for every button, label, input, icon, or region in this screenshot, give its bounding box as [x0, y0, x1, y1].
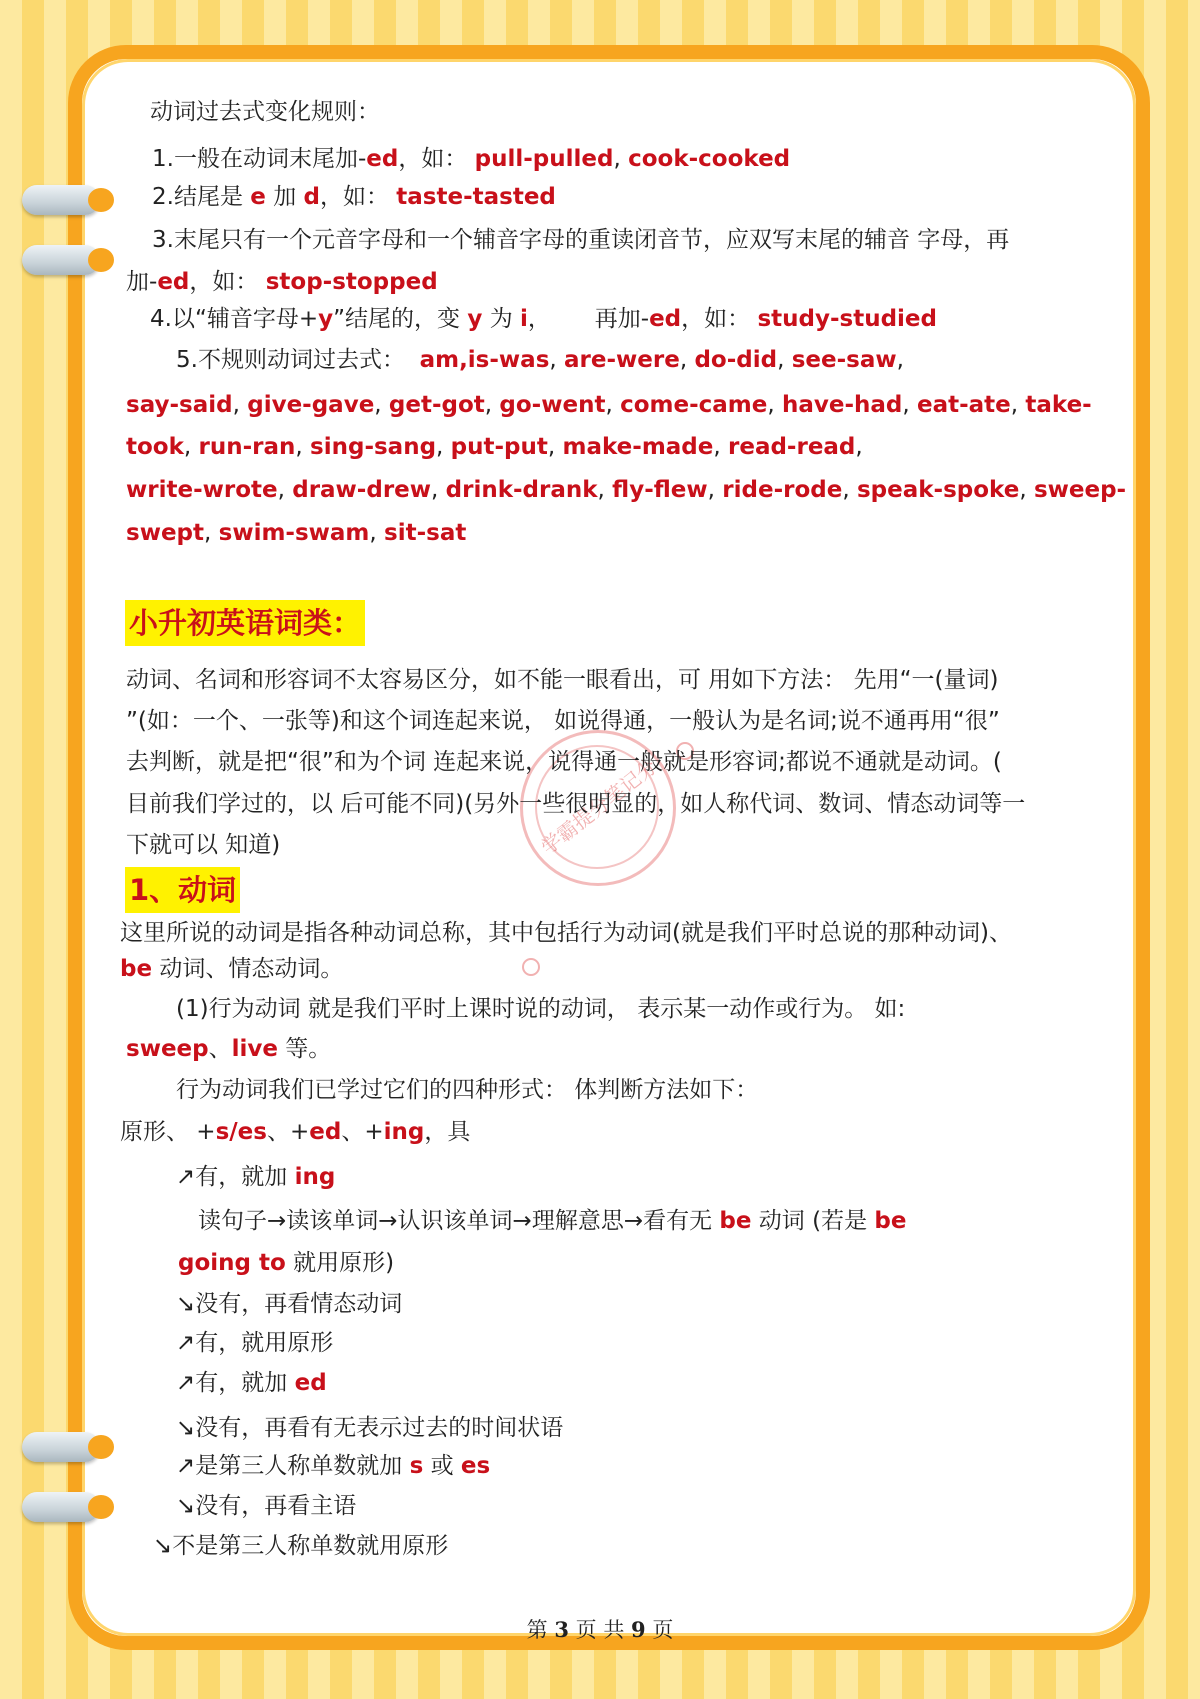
- verb-form-text: 、+: [266, 1119, 310, 1145]
- irregular-verb: ride-rode: [722, 477, 843, 503]
- footer-text: 页 共: [575, 1618, 625, 1642]
- irregular-verb: go-went: [499, 392, 606, 418]
- flow-text: 动词 (若是: [758, 1208, 868, 1234]
- irregular-verb: put-put: [450, 434, 548, 460]
- rule-3-line-2: [126, 267, 438, 297]
- irregular-verb: took: [126, 434, 184, 460]
- watermark-dot-icon: [522, 958, 540, 976]
- separator: ,: [613, 146, 621, 172]
- irregular-verb: do-did: [694, 347, 778, 373]
- section-title: 小升初英语词类：: [125, 600, 365, 646]
- rule-4: [150, 304, 937, 334]
- example-word: taste-tasted: [396, 184, 556, 210]
- flow-text: ↗有，就加: [176, 1164, 288, 1190]
- flow-text: ↗有，就加: [176, 1370, 288, 1396]
- example-word: sweep: [126, 1036, 209, 1062]
- flow-step-4: ↘没有，再看情态动词: [176, 1291, 403, 1317]
- verb-desc-6: [120, 1117, 470, 1147]
- intro-line-1: 动词、名词和形容词不太容易区分，如不能一眼看出，可 用如下方法： 先用“一(量词): [126, 667, 999, 693]
- binder-ring-icon: [22, 1492, 100, 1522]
- rule-5-line-1: 5.不规则动词过去式： am,is-was, are-were, do-did, see-saw,: [176, 347, 904, 373]
- suffix-ed: ed: [157, 269, 190, 295]
- flow-suffix: es: [460, 1453, 491, 1479]
- binder-ring-icon: [22, 185, 100, 215]
- flow-step-9: ↘没有，再看主语: [176, 1493, 357, 1519]
- flow-suffix: ing: [294, 1164, 336, 1190]
- irregular-verb: swept: [126, 520, 204, 546]
- flow-step-7: ↘没有，再看有无表示过去的时间状语: [176, 1415, 564, 1441]
- irregular-verb: read-read: [728, 434, 856, 460]
- binder-ring-icon: [22, 1432, 100, 1462]
- going-to-phrase: going to: [178, 1250, 286, 1276]
- rule-1-text: 1.一般在动词末尾加-: [152, 146, 367, 172]
- rule-4-text: ，如：: [681, 306, 751, 332]
- verb-form-suffix: ed: [309, 1119, 342, 1145]
- flow-text: 或: [430, 1453, 454, 1479]
- irregular-verb: run-ran: [198, 434, 296, 460]
- page-footer: [0, 1614, 1200, 1644]
- intro-line-5: 下就可以 知道): [126, 832, 281, 858]
- rule-4-text: 再加-: [594, 306, 650, 332]
- flow-suffix: s: [409, 1453, 424, 1479]
- rule-1: [152, 144, 790, 174]
- irregular-verb: are-were: [564, 347, 680, 373]
- irregular-verb: say-said: [126, 392, 233, 418]
- flow-step-10: ↘不是第三人称单数就用原形: [153, 1533, 449, 1559]
- rule-2-mid2: ，如：: [319, 184, 389, 210]
- rule-3-line-1: 3.末尾只有一个元音字母和一个辅音字母的重读闭音节，应双写末尾的辅音 字母，再: [152, 227, 1010, 253]
- rule-4-text: ，: [527, 306, 551, 332]
- irregular-verb: give-gave: [247, 392, 375, 418]
- suffix-ed: ed: [366, 146, 399, 172]
- irregular-verb: write-wrote: [126, 477, 278, 503]
- letter-e: e: [250, 184, 266, 210]
- verb-desc-2: [120, 954, 343, 984]
- flow-text: 读句子→读该单词→认识该单词→理解意思→看有无: [198, 1208, 713, 1234]
- irregular-verb: fly-flew: [612, 477, 708, 503]
- irregular-verb: speak-spoke: [856, 477, 1020, 503]
- example-word: live: [231, 1036, 278, 1062]
- flow-text: ↗是第三人称单数就加: [176, 1453, 403, 1479]
- footer-text: 页: [652, 1618, 674, 1642]
- suffix-ed: ed: [649, 306, 682, 332]
- verb-desc-4-text: 等。: [285, 1036, 332, 1062]
- rule-4-text: 4.以“辅音字母+: [150, 306, 319, 332]
- rules-title: 动词过去式变化规则：: [150, 99, 380, 125]
- flow-step-1: [176, 1162, 335, 1192]
- letter-y: y: [318, 306, 334, 332]
- rule-2-mid: 加: [273, 184, 297, 210]
- verb-desc-5: 行为动词我们已学过它们的四种形式： 体判断方法如下：: [176, 1077, 759, 1103]
- rule-4-text: 为: [489, 306, 513, 332]
- separator: 、: [208, 1036, 232, 1062]
- irregular-verb: swim-swam: [218, 520, 370, 546]
- page-number: 3: [554, 1617, 569, 1642]
- verb-form-suffix: s/es: [215, 1119, 267, 1145]
- verb-form-text: ，具: [424, 1119, 471, 1145]
- verb-section-title: 1、动词: [125, 867, 240, 913]
- verb-desc-1: 这里所说的动词是指各种动词总称，其中包括行为动词(就是我们平时总说的那种动词)、: [120, 920, 1012, 946]
- rule-5-line-2: say-said, give-gave, get-got, go-went, come-came, have-had, eat-ate, take-: [126, 392, 1092, 418]
- watermark-text: 学霸提分笔记分: [536, 754, 662, 860]
- irregular-verb: sit-sat: [384, 520, 467, 546]
- irregular-verb: drink-drank: [445, 477, 598, 503]
- example-word: pull-pulled: [474, 146, 614, 172]
- flow-step-5: ↗有，就用原形: [176, 1330, 334, 1356]
- irregular-verb: sweep-: [1033, 477, 1127, 503]
- flow-step-8: [176, 1451, 490, 1481]
- example-word: study-studied: [757, 306, 937, 332]
- total-pages: 9: [631, 1617, 646, 1642]
- irregular-verb: am,is-was: [419, 347, 550, 373]
- irregular-verb: see-saw: [791, 347, 897, 373]
- rule-4-text: ”结尾的，变: [333, 306, 461, 332]
- irregular-verb: sing-sang: [310, 434, 437, 460]
- rule-5-line-3: took, run-ran, sing-sang, put-put, make-made, read-read,: [126, 434, 863, 460]
- example-word: stop-stopped: [265, 269, 438, 295]
- rule-3-mid: ，如：: [189, 269, 259, 295]
- verb-form-text: 原形、 +: [120, 1119, 216, 1145]
- rule-5-line-4: write-wrote, draw-drew, drink-drank, fly-flew, ride-rode, speak-spoke, sweep-: [126, 477, 1127, 503]
- intro-line-3: 去判断，就是把“很”和为个词 连起来说，说得通一般就是形容词;都说不通就是动词。(: [126, 749, 1002, 775]
- footer-text: 第: [526, 1618, 548, 1642]
- be-word: be: [120, 956, 153, 982]
- verb-desc-4: [126, 1034, 331, 1064]
- example-word: cook-cooked: [628, 146, 791, 172]
- letter-y: y: [467, 306, 483, 332]
- verb-desc-3: (1)行为动词 就是我们平时上课时说的动词， 表示某一动作或行为。 如:: [176, 996, 906, 1022]
- verb-desc-2-text: 动词、情态动词。: [159, 956, 344, 982]
- rule-5-label: 5.不规则动词过去式：: [176, 347, 405, 373]
- verb-form-text: 、+: [341, 1119, 384, 1145]
- rule-2: [152, 182, 556, 212]
- irregular-verb: get-got: [388, 392, 485, 418]
- rule-5-line-5: swept, swim-swam, sit-sat: [126, 520, 467, 546]
- be-word: be: [874, 1208, 907, 1234]
- rule-3-text: 加-: [126, 269, 158, 295]
- letter-i: i: [520, 306, 528, 332]
- be-word: be: [719, 1208, 752, 1234]
- rule-1-mid: ，如：: [398, 146, 468, 172]
- binder-ring-icon: [22, 245, 100, 275]
- flow-suffix: ed: [294, 1370, 327, 1396]
- rule-2-text: 2.结尾是: [152, 184, 243, 210]
- flow-step-6: [176, 1368, 327, 1398]
- irregular-verb: have-had: [781, 392, 903, 418]
- irregular-verb: eat-ate: [916, 392, 1011, 418]
- flow-step-3: [178, 1248, 394, 1278]
- irregular-verb: make-made: [562, 434, 714, 460]
- irregular-verb: take-: [1025, 392, 1092, 418]
- letter-d: d: [303, 184, 320, 210]
- verb-form-suffix: ing: [383, 1119, 425, 1145]
- intro-line-4: 目前我们学过的，以 后可能不同)(另外一些很明显的，如人称代词、数词、情态动词等一: [126, 791, 1026, 817]
- intro-line-2: ”(如：一个、一张等)和这个词连起来说， 如说得通，一般认为是名词;说不通再用“很”: [126, 708, 1000, 734]
- irregular-verb: come-came: [620, 392, 768, 418]
- flow-step-2: [198, 1206, 906, 1236]
- flow-text: 就用原形): [293, 1250, 395, 1276]
- irregular-verb: draw-drew: [292, 477, 432, 503]
